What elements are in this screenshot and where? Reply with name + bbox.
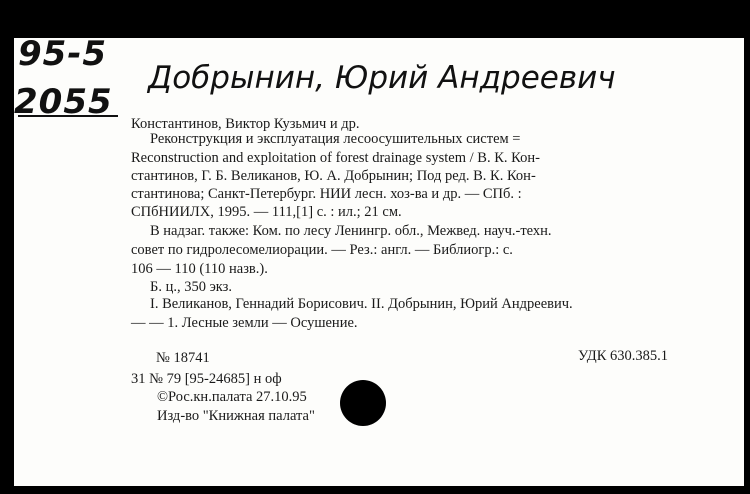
imprint-line: СПбНИИЛХ, 1995. — 111,[1] с. : ил.; 21 см. <box>131 204 402 220</box>
shelfmark-bottom: 2055 <box>14 82 113 122</box>
ink-blot <box>340 380 386 426</box>
publisher-line: Изд-во "Книжная палата" <box>157 408 315 424</box>
handwritten-heading: Добрынин, Юрий Андреевич <box>148 60 616 96</box>
title-line-2: Reconstruction and exploitation of forest drainage system / В. К. Кон- <box>131 150 540 166</box>
shelfmark-top: 95-5 <box>18 34 108 74</box>
record-number: № 18741 <box>156 350 210 366</box>
author-line: Константинов, Виктор Кузьмич и др. <box>131 116 360 132</box>
note-line-3: 106 — 110 (110 назв.). <box>131 261 268 277</box>
price-line: Б. ц., 350 экз. <box>150 279 233 295</box>
udk-code: УДК 630.385.1 <box>578 348 668 364</box>
copyright-line: ©Рос.кн.палата 27.10.95 <box>157 389 307 405</box>
note-line-1: В надзаг. также: Ком. по лесу Ленингр. обл., Межвед. науч.-техн. <box>150 223 552 239</box>
title-line-3: стантинов, Г. Б. Великанов, Ю. А. Добрынин; Под ред. В. К. Кон- <box>131 168 536 184</box>
registry-line: 31 № 79 [95-24685] н оф <box>131 371 282 387</box>
added-entries-line: I. Великанов, Геннадий Борисович. II. Добрынин, Юрий Андреевич. <box>150 296 573 312</box>
note-line-2: совет по гидролесомелиорации. — Рез.: англ. — Библиогр.: с. <box>131 242 513 258</box>
subject-line: — — 1. Лесные земли — Осушение. <box>131 315 358 331</box>
title-line-1: Реконструкция и эксплуатация лесоосушительных систем = <box>150 131 521 147</box>
title-line-4: стантинова; Санкт-Петербург. НИИ лесн. хоз-ва и др. — СПб. : <box>131 186 522 202</box>
